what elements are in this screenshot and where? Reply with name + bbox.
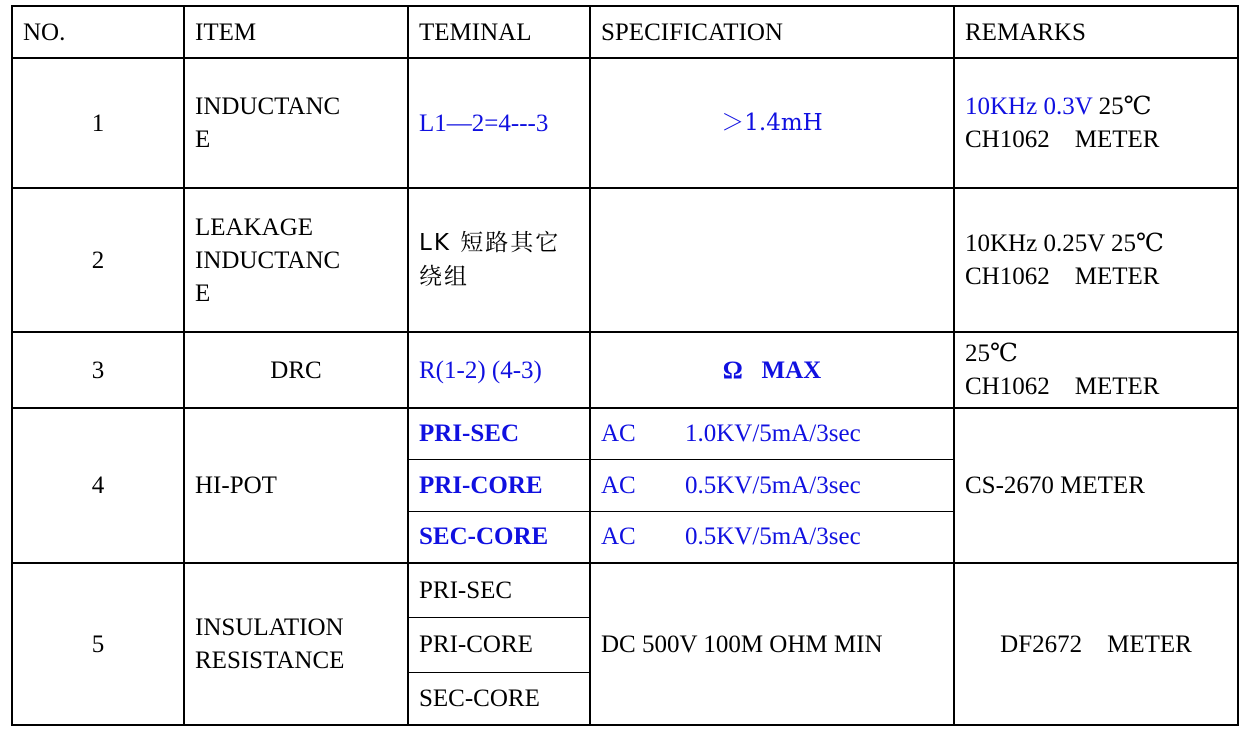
- spec-value: ＞1.4mH: [721, 110, 823, 136]
- table-row: [12, 408, 1238, 459]
- table-row: [12, 188, 1238, 332]
- spec-value: 0.5KV/5mA/3sec: [685, 471, 861, 499]
- header-remarks: REMARKS: [954, 6, 1238, 58]
- table-row: [12, 563, 1238, 617]
- spec-cell: [590, 459, 954, 511]
- table-row: [12, 58, 1238, 188]
- terminal-text: LK 短路其它绕组: [419, 230, 561, 290]
- spec-cell: DC 500V 100M OHM MIN: [590, 563, 954, 725]
- ac-label: AC: [601, 471, 636, 499]
- row-number: 1: [12, 58, 184, 188]
- terminal-cell: L1—2=4---3: [408, 58, 590, 188]
- terminal-cell: PRI-CORE: [408, 459, 590, 511]
- item-cell: INDUCTANC E: [184, 58, 408, 188]
- header-terminal: TEMINAL: [408, 6, 590, 58]
- spec-cell: [590, 408, 954, 459]
- remarks-temp: 25℃: [1092, 93, 1152, 120]
- header-no: NO.: [12, 6, 184, 58]
- remarks-line: [965, 90, 1227, 123]
- table-row: [12, 332, 1238, 408]
- remarks-line: CH1062 METER: [965, 263, 1160, 290]
- item-cell: HI-POT: [184, 408, 408, 563]
- remarks-freq: 10KHz 0.3V: [965, 93, 1093, 120]
- remarks-line: CH1062 METER: [965, 126, 1160, 153]
- terminal-cell: PRI-SEC: [408, 408, 590, 459]
- spec-cell: Ω MAX: [590, 332, 954, 408]
- spec-cell: [590, 511, 954, 563]
- header-item: ITEM: [184, 6, 408, 58]
- terminal-cell: PRI-CORE: [408, 617, 590, 672]
- terminal-cell: SEC-CORE: [408, 672, 590, 725]
- row-number: 3: [12, 332, 184, 408]
- item-cell: INSULATION RESISTANCE: [184, 563, 408, 725]
- row-number: 5: [12, 563, 184, 725]
- spec-value: 1.0KV/5mA/3sec: [685, 420, 861, 448]
- terminal-cell: PRI-SEC: [408, 563, 590, 617]
- remarks-cell: DF2672 METER: [954, 563, 1238, 725]
- row-number: 4: [12, 408, 184, 563]
- row-number: 2: [12, 188, 184, 332]
- header-row: [12, 6, 1238, 58]
- remarks-line: CH1062 METER: [965, 373, 1160, 400]
- remarks-cell: [954, 188, 1238, 332]
- remarks-line: 10KHz 0.25V 25℃: [965, 230, 1165, 257]
- remarks-cell: [954, 332, 1238, 408]
- terminal-cell: R(1-2) (4-3): [408, 332, 590, 408]
- remarks-cell: CS-2670 METER: [954, 408, 1238, 563]
- header-specification: SPECIFICATION: [590, 6, 954, 58]
- spec-value: 0.5KV/5mA/3sec: [685, 523, 861, 551]
- item-cell: DRC: [184, 332, 408, 408]
- spec-cell: [590, 58, 954, 188]
- terminal-cell: SEC-CORE: [408, 511, 590, 563]
- remarks-cell: [954, 58, 1238, 188]
- spec-cell: [590, 188, 954, 332]
- spec-table: [11, 5, 1239, 726]
- terminal-cell: [408, 188, 590, 332]
- remarks-line: 25℃: [965, 340, 1018, 367]
- item-cell: LEAKAGE INDUCTANC E: [184, 188, 408, 332]
- ac-label: AC: [601, 523, 636, 551]
- ac-label: AC: [601, 420, 636, 448]
